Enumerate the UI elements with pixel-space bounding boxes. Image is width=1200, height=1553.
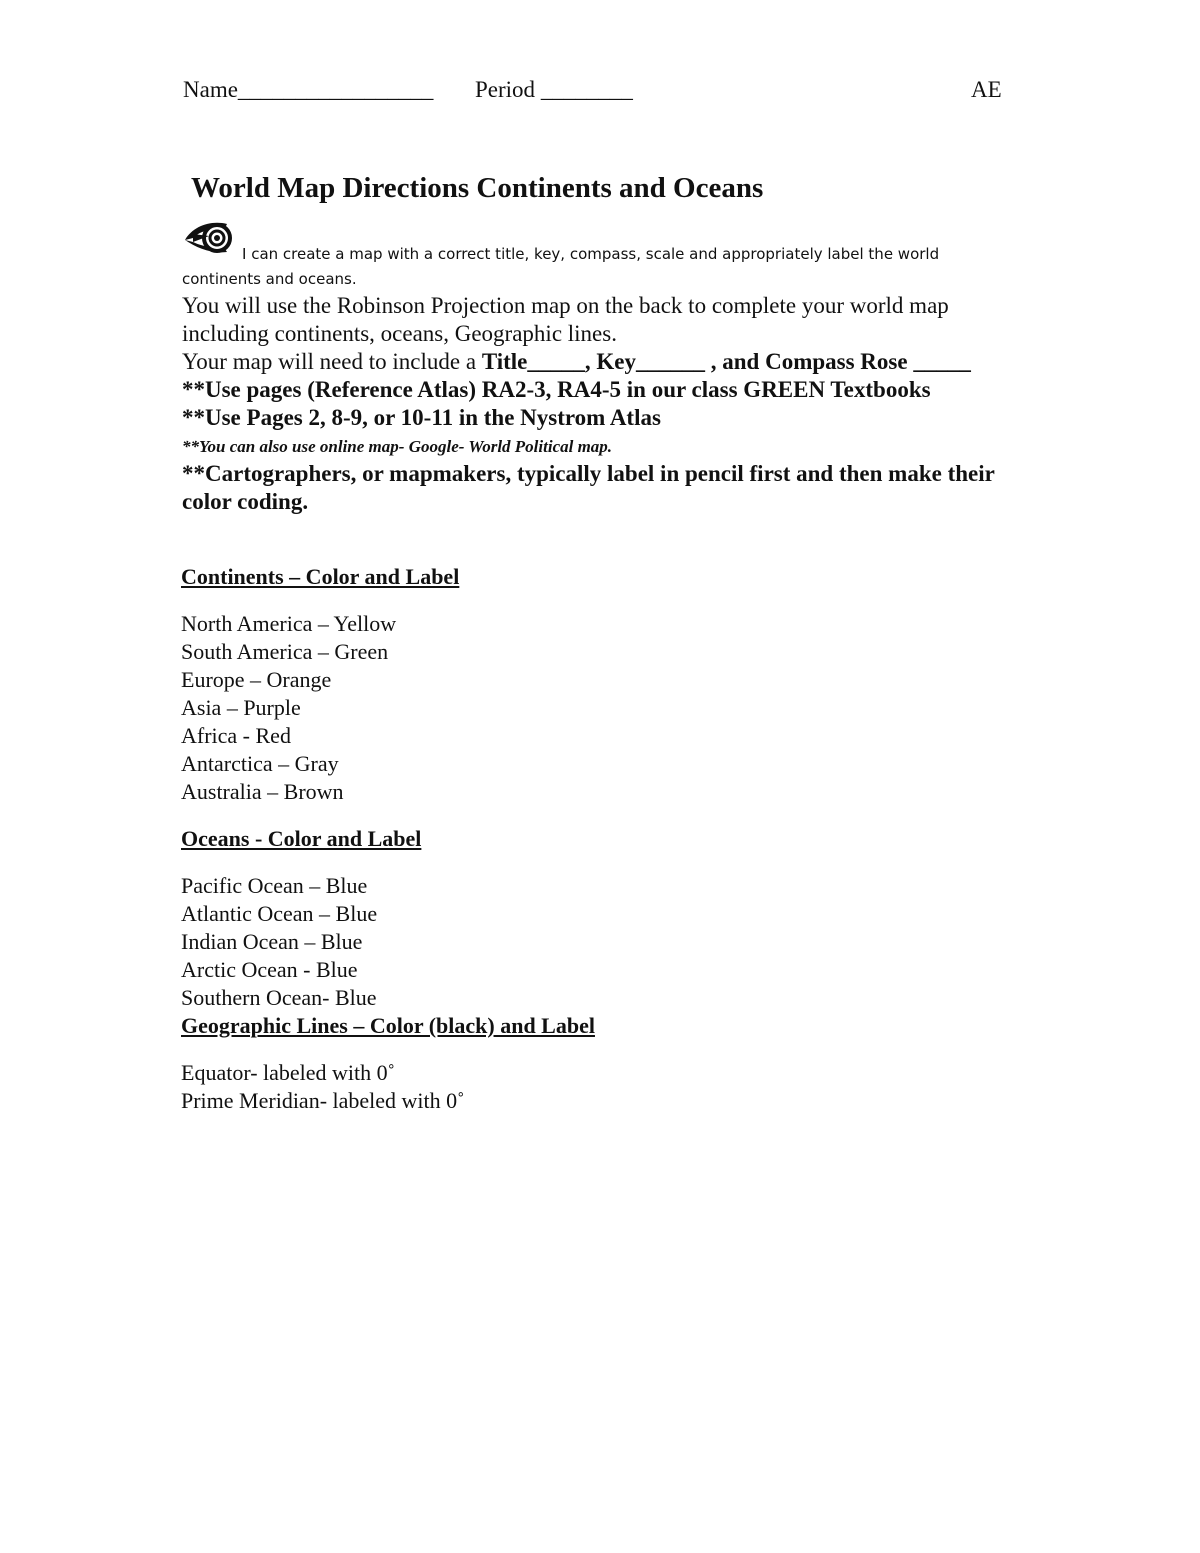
learning-target-line-2: continents and oceans. bbox=[182, 270, 357, 288]
use-pages-textbook: **Use pages (Reference Atlas) RA2-3, RA4-5 in our class GREEN Textbooks bbox=[182, 377, 931, 402]
list-item: Southern Ocean- Blue bbox=[181, 985, 377, 1010]
list-item: Arctic Ocean - Blue bbox=[181, 957, 358, 982]
requirements-prefix: Your map will need to include a bbox=[182, 349, 482, 374]
list-item: Indian Ocean – Blue bbox=[181, 929, 363, 954]
page-title: World Map Directions Continents and Oceans bbox=[191, 172, 764, 204]
requirement-title: Title_____, bbox=[481, 349, 591, 374]
eye-target-icon bbox=[183, 214, 237, 262]
list-item: Asia – Purple bbox=[181, 695, 301, 720]
learning-target-line-1: I can create a map with a correct title, key, compass, scale and appropriately label the world bbox=[242, 245, 940, 263]
name-field bbox=[183, 77, 433, 103]
intro-line-1: You will use the Robinson Projection map on the back to complete your world map bbox=[182, 293, 949, 318]
geographic-lines-heading: Geographic Lines – Color (black) and Label bbox=[181, 1013, 595, 1038]
list-item: Antarctica – Gray bbox=[181, 751, 339, 776]
class-code: AE bbox=[971, 77, 1002, 102]
requirements-line bbox=[182, 349, 971, 375]
list-item: Africa - Red bbox=[181, 723, 291, 748]
oceans-heading: Oceans - Color and Label bbox=[181, 826, 422, 851]
requirement-key: Key______ bbox=[596, 349, 705, 374]
list-item: Europe – Orange bbox=[181, 667, 332, 692]
list-item: North America – Yellow bbox=[181, 611, 397, 636]
list-item: Atlantic Ocean – Blue bbox=[181, 901, 378, 926]
period-blank: ________ bbox=[540, 77, 633, 102]
requirement-compass: , and Compass Rose _____ bbox=[710, 349, 971, 374]
list-item: Australia – Brown bbox=[181, 779, 344, 804]
intro-line-2: including continents, oceans, Geographic lines. bbox=[182, 321, 617, 346]
use-pages-atlas: **Use Pages 2, 8-9, or 10-11 in the Nystrom Atlas bbox=[182, 405, 661, 430]
cartographers-line-2: color coding. bbox=[182, 489, 309, 514]
continents-heading: Continents – Color and Label bbox=[181, 564, 460, 589]
name-label: Name bbox=[183, 77, 238, 102]
list-item: Equator- labeled with 0˚ bbox=[181, 1060, 395, 1085]
list-item: Prime Meridian- labeled with 0˚ bbox=[181, 1088, 465, 1113]
online-map-note: **You can also use online map- Google- World Political map. bbox=[182, 437, 613, 456]
period-field bbox=[475, 77, 633, 103]
name-blank: _________________ bbox=[237, 77, 434, 102]
list-item: South America – Green bbox=[181, 639, 389, 664]
list-item: Pacific Ocean – Blue bbox=[181, 873, 368, 898]
cartographers-line-1: **Cartographers, or mapmakers, typically label in pencil first and then make their bbox=[182, 461, 995, 486]
period-label: Period bbox=[475, 77, 536, 102]
